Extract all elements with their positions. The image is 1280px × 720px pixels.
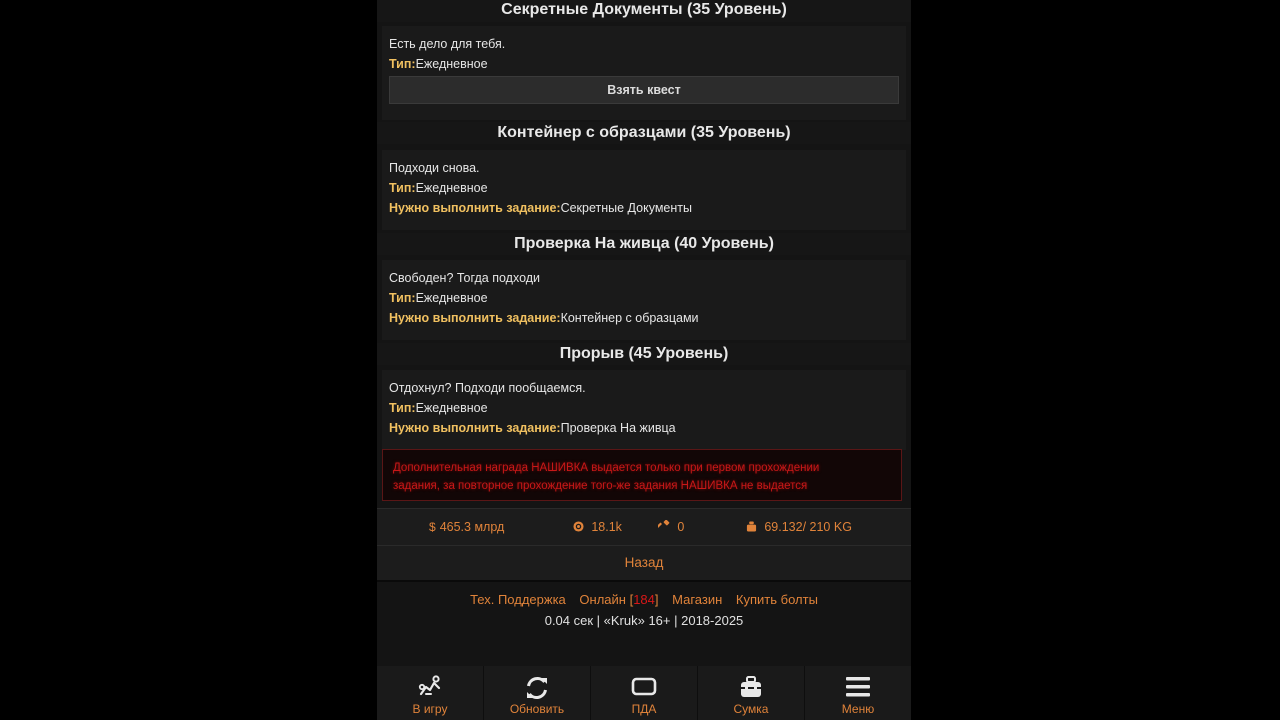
quest-requirement-label: Нужно выполнить задание: [389, 201, 561, 215]
buy-bolts-link[interactable]: Купить болты [735, 592, 818, 607]
online-link[interactable] [579, 592, 658, 607]
stats-bar [377, 508, 911, 545]
coins-stat [573, 519, 622, 535]
quest-type-value: Ежедневное [415, 401, 488, 415]
back-button[interactable]: Назад [377, 545, 911, 582]
weight-value: 69.132/ 210 KG [764, 520, 852, 534]
weight-icon [746, 520, 760, 534]
quest-type-label: Тип: [389, 291, 416, 305]
quest-requirement [389, 418, 899, 438]
app-container [377, 0, 911, 720]
quest-title: Контейнер с образцами (35 Уровень) [377, 122, 911, 144]
nav-bag[interactable] [698, 666, 805, 720]
pda-icon [591, 675, 697, 701]
quest-requirement-value: Контейнер с образцами [560, 311, 699, 325]
quest-title: Проверка На живца (40 Уровень) [377, 233, 911, 255]
quest-description: Есть дело для тебя. [389, 37, 506, 51]
quest-type-value: Ежедневное [415, 57, 488, 71]
quest-requirement-value: Проверка На живца [560, 421, 676, 435]
quest-type [389, 288, 899, 308]
bag-icon [698, 675, 804, 701]
quest-title: Прорыв (45 Уровень) [377, 343, 911, 365]
play-game-icon [377, 675, 483, 701]
menu-icon [805, 675, 911, 701]
nav-refresh[interactable] [484, 666, 591, 720]
bolts-value: 0 [677, 520, 685, 534]
quest-body [382, 260, 906, 340]
quest-type-label: Тип: [389, 181, 416, 195]
shop-link[interactable]: Магазин [672, 592, 723, 607]
quest-card [377, 233, 911, 325]
money-stat [429, 519, 504, 535]
weight-stat [746, 519, 852, 535]
nav-label: ПДА [631, 702, 657, 716]
refresh-icon [484, 675, 590, 701]
quest-requirement-value: Секретные Документы [560, 201, 692, 215]
quest-requirement-label: Нужно выполнить задание: [389, 311, 561, 325]
footer [377, 590, 911, 631]
bottom-nav [377, 666, 911, 720]
take-quest-button[interactable]: Взять квест [389, 76, 899, 104]
nav-label: Обновить [509, 702, 565, 716]
support-link[interactable]: Тех. Поддержка [470, 592, 566, 607]
quest-type-value: Ежедневное [415, 181, 488, 195]
quest-body [382, 150, 906, 230]
coins-value: 18.1k [591, 520, 622, 534]
quest-body [382, 26, 906, 120]
quest-card [377, 122, 911, 215]
quest-card [377, 0, 911, 97]
quest-description: Отдохнул? Подходи пообщаемся. [389, 381, 586, 395]
quest-body [382, 370, 906, 450]
bolt-icon [658, 520, 673, 534]
nav-label: Сумка [733, 702, 769, 716]
nav-play[interactable] [377, 666, 484, 720]
nav-menu[interactable] [805, 666, 911, 720]
footer-info: 0.04 сек | «Kruk» 16+ | 2018-2025 [544, 613, 744, 628]
quest-type [389, 54, 899, 74]
online-label: Онлайн [ [579, 592, 634, 607]
nav-label: Меню [841, 702, 875, 716]
online-close: ] [654, 592, 659, 607]
footer-links [377, 590, 911, 610]
quest-description: Свободен? Тогда подходи [389, 271, 541, 285]
quest-type-label: Тип: [389, 57, 416, 71]
quest-requirement [389, 198, 899, 218]
notice-line: Дополнительная награда НАШИВКА выдается только при первом прохождении [393, 462, 820, 474]
quest-requirement [389, 308, 899, 328]
nav-pda[interactable] [591, 666, 698, 720]
notice-line: задания, за повторное прохождение того-же задания НАШИВКА не выдается [393, 480, 808, 492]
quest-type-label: Тип: [389, 401, 416, 415]
quest-type-value: Ежедневное [415, 291, 488, 305]
dollar-icon: $ [429, 520, 436, 534]
reward-notice [382, 449, 902, 501]
quest-requirement-label: Нужно выполнить задание: [389, 421, 561, 435]
nav-label: В игру [412, 702, 448, 716]
quest-title: Секретные Документы (35 Уровень) [377, 0, 911, 22]
money-value: 465.3 млрд [439, 520, 505, 534]
quest-card [377, 343, 911, 435]
quest-type [389, 178, 899, 198]
coin-icon [573, 520, 587, 534]
online-count: 184 [633, 592, 655, 607]
bolts-stat [658, 519, 684, 535]
quest-type [389, 398, 899, 418]
quest-description: Подходи снова. [389, 161, 480, 175]
